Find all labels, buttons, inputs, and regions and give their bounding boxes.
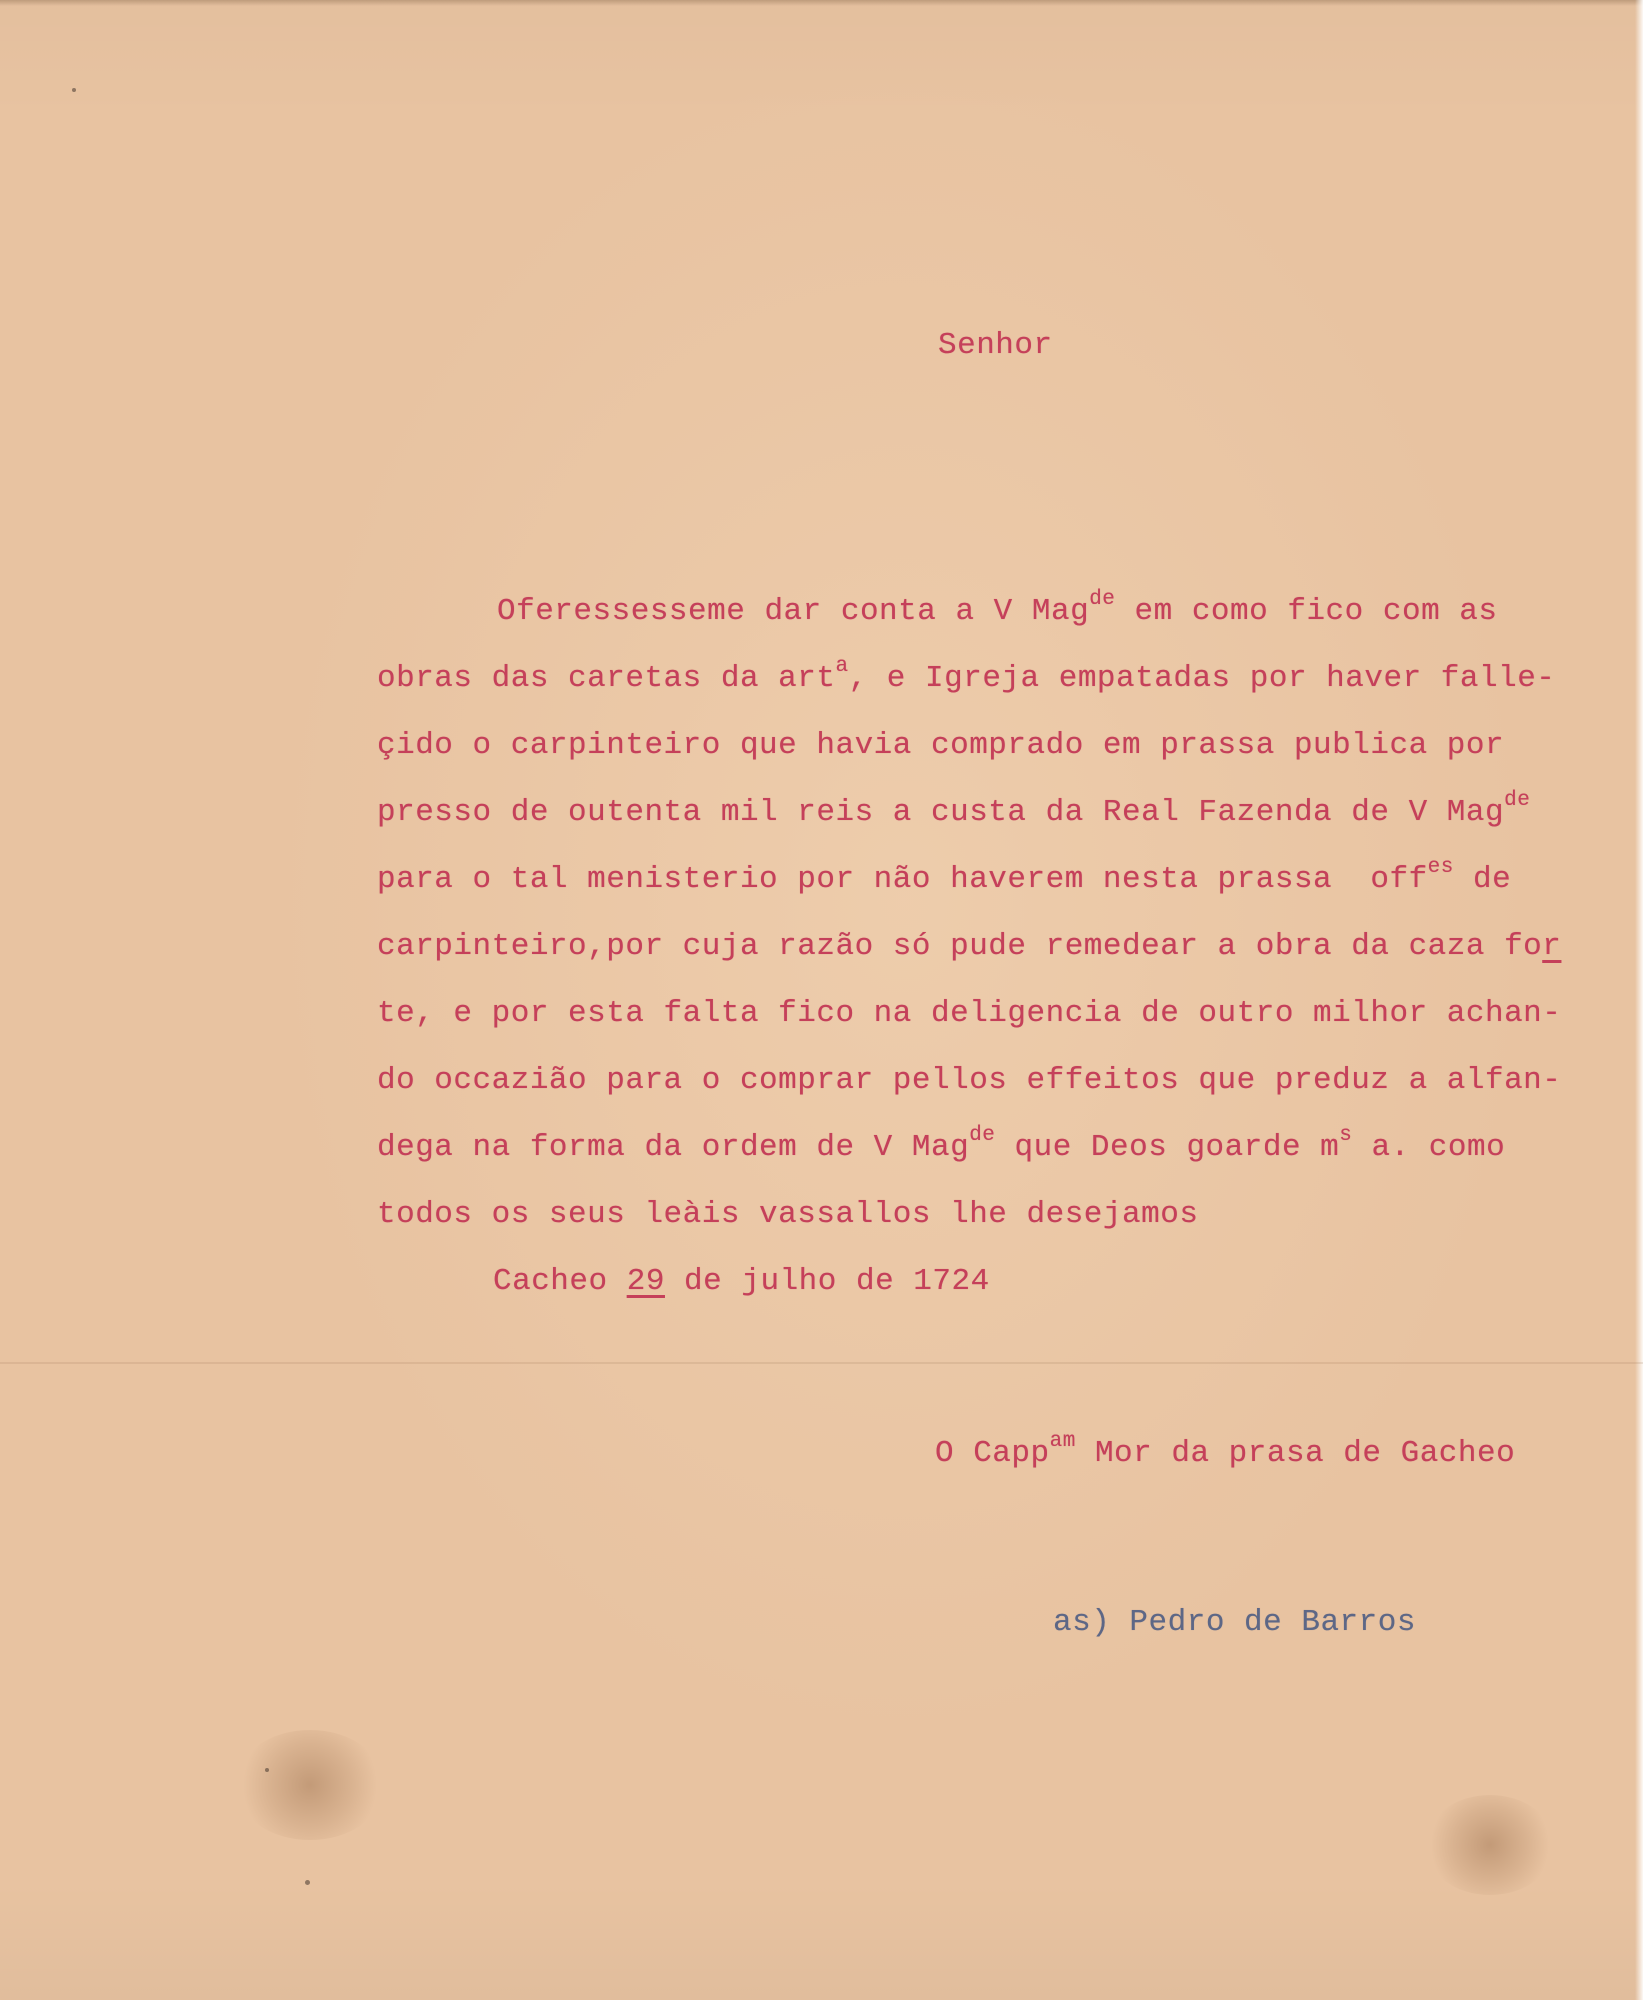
letter-line-4: presso de outenta mil reis a custa da Real Fazenda de V Mag$^{de}$ [377,788,1531,830]
letter-date: Cacheo 29 de julho de 1724 [493,1264,990,1299]
paper-right-edge [1635,0,1643,2000]
salutation-heading: Senhor [938,328,1053,363]
paper-stain-right [1425,1795,1555,1895]
letter-line-7: te, e por esta falta fico na deligencia de outro milhor achan- [377,996,1562,1031]
date-day: 29 [626,1264,665,1299]
closing-title: O Capp$^{am}$ Mor da prasa de Gacheo [935,1429,1516,1471]
letter-line-6: carpinteiro,por cuja razão só pude remedear a obra da caza for [377,929,1562,964]
letter-line-8: do occazião para o comprar pellos effeitos que preduz a alfan- [377,1063,1562,1098]
paper-speck [305,1880,310,1885]
paper-speck [72,88,76,92]
paper-stain-left [235,1730,385,1840]
paper-top-edge [0,0,1643,6]
letter-line-9: dega na forma da ordem de V Mag$^{de}$ que Deos goarde $m^s$ a. como [377,1123,1506,1165]
paper-speck [265,1768,269,1772]
letter-line-5: para o tal menisterio por não haverem nesta prassa off$^{es}$ de [377,855,1512,897]
paper-fold-line [0,1362,1643,1364]
signature-line: as) Pedro de Barros [1053,1605,1416,1640]
letter-line-1: Oferessesseme dar conta a V Mag$^{de}$ em como fico com as [497,587,1498,629]
letter-line-10: todos os seus leàis vassallos lhe desejamos [377,1197,1199,1232]
letter-line-3: çido o carpinteiro que havia comprado em prassa publica por [377,728,1505,763]
letter-line-2: obras das caretas da art$^a$, e Igreja empatadas por haver falle- [377,654,1556,696]
